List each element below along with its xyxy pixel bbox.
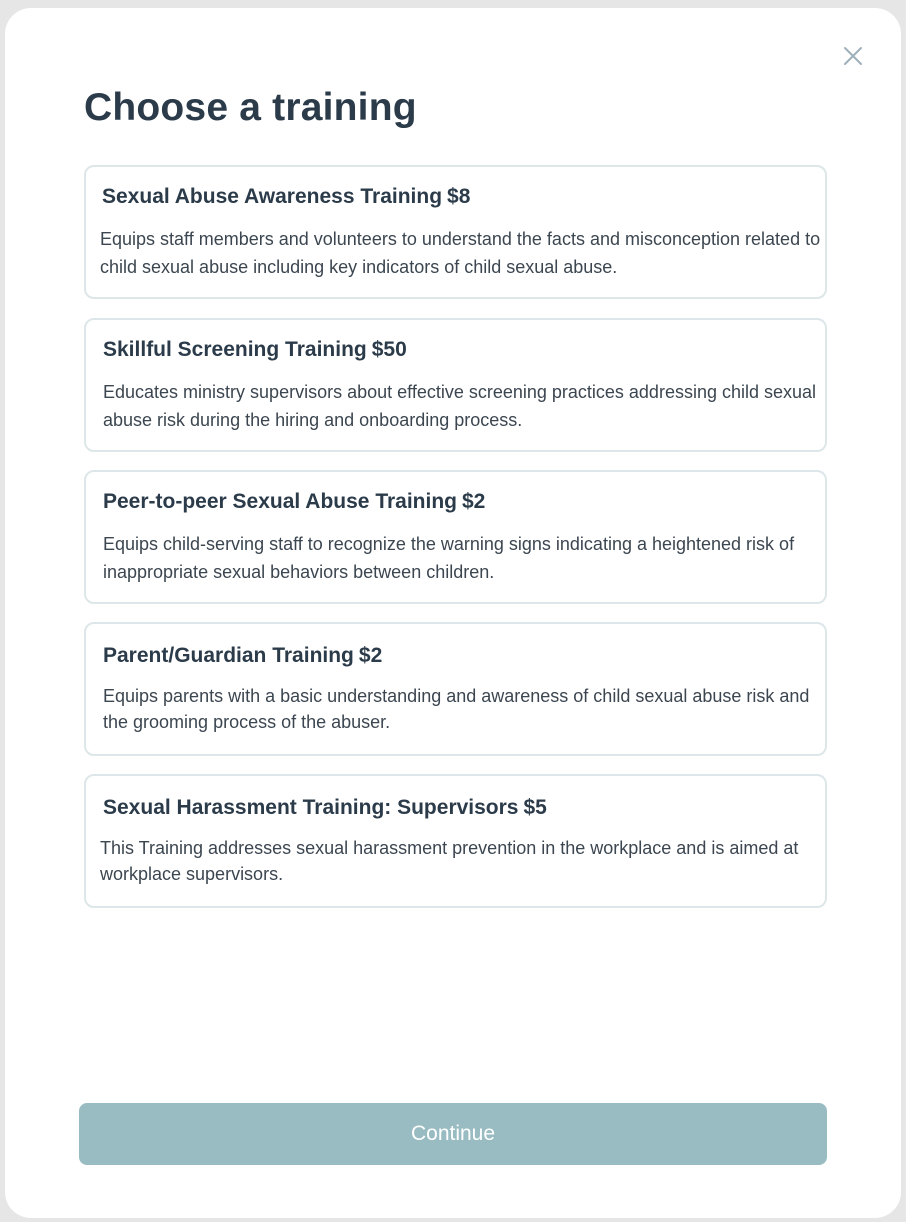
training-name: Parent/Guardian Training [103, 644, 354, 667]
training-price: $8 [447, 185, 471, 208]
training-name: Sexual Abuse Awareness Training [102, 185, 443, 208]
training-price: $2 [358, 644, 383, 667]
training-description: Equips child-serving staff to recognize the warning signs indicating a heightened risk of inappropriate sexual behaviors between children. [103, 534, 795, 582]
training-option-header [102, 185, 470, 209]
training-price: $50 [371, 338, 407, 361]
training-price: $2 [462, 490, 486, 513]
training-description: This Training addresses sexual harassment prevention in the workplace and is aimed at workplace supervisors. [100, 838, 799, 884]
close-icon [842, 45, 864, 67]
training-name: Skillful Screening Training [103, 338, 367, 361]
continue-button[interactable]: Continue [79, 1103, 827, 1165]
training-name: Sexual Harassment Training: Supervisors [103, 796, 519, 819]
page-title: Choose a training [84, 86, 417, 129]
close-button[interactable] [842, 45, 864, 67]
training-option-header [103, 644, 382, 668]
training-option-skillful-screening[interactable] [84, 318, 827, 452]
training-description: Equips staff members and volunteers to understand the facts and misconception related to child sexual abuse including key indicators of child sexual abuse. [100, 229, 821, 277]
training-option-header [103, 338, 407, 362]
training-modal [5, 8, 901, 1218]
training-option-parent-guardian[interactable] [84, 622, 827, 756]
training-description: Educates ministry supervisors about effective screening practices addressing child sexual abuse risk during the hiring and onboarding process. [103, 382, 817, 430]
training-option-sexual-harassment[interactable] [84, 774, 827, 908]
training-description: Equips parents with a basic understanding and awareness of child sexual abuse risk and the grooming process of the abuser. [103, 686, 810, 732]
training-option-peer-to-peer[interactable] [84, 470, 827, 604]
training-option-header [103, 490, 485, 514]
training-option-header [103, 796, 547, 820]
training-name: Peer-to-peer Sexual Abuse Training [103, 490, 457, 513]
training-option-sexual-abuse-awareness[interactable] [84, 165, 827, 299]
training-price: $5 [523, 796, 547, 819]
